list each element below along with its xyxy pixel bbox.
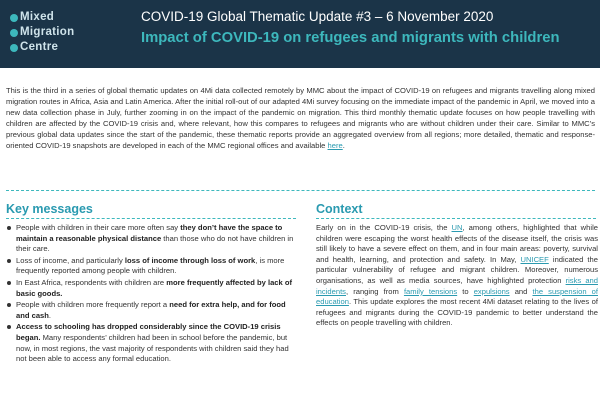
list-item: Loss of income, and particularly loss of income through loss of work, is more frequently reported among people with children. bbox=[6, 256, 298, 277]
context-rule bbox=[316, 218, 596, 219]
intro-here-link[interactable]: here bbox=[327, 141, 343, 151]
suspension-education-link[interactable]: the suspension of education bbox=[316, 286, 598, 307]
context-paragraph: Early on in the COVID-19 crisis, the UN, among others, highlighted that while children were escaping the worst health effects of the disease itself, the crisis was still likely to have a severe effect on them, and in four main areas: poverty, survival and health, learning, and protection and safety. In May, UNICEF indicated the particular vulnerability of refugee and migrant children. Moreover, numerous organisations, as well as media sources, have highlighted protection risks and incidents, ranging from family tensions to expulsions and the suspension of education. This update explores the most recent 4Mi dataset relating to the lives of refugees and migrants during the COVID-19 pandemic to better understand the effects on people travelling with children. bbox=[316, 223, 598, 328]
header-banner bbox=[0, 0, 600, 68]
key-messages-heading: Key messages bbox=[6, 202, 93, 216]
intro-text: This is the third in a series of global thematic updates on 4Mi data collected remotely by MMC about the impact of COVID-19 on refugees and migrants travelling along mixed migration routes in Africa, Asia and Latin America. After the initial roll-out of our adapted 4Mi survey focusing on the immediate impact of the pandemic in April, we moved into a new data collection phase in July, further zooming in on the impact of the pandemic on migration. This third monthly thematic update focuses on how people travelling with children are affected by the COVID-19 crisis and, where relevant, how this compares to refugees and migrants who are without children under their care. Similar to MMC’s previous global data updates since the start of the pandemic, these thematic reports provide an aggregated overview from all regions; more detailed, thematic and response-oriented COVID-19 snapshots are developed in each of the MMC regional offices and available bbox=[6, 86, 595, 151]
expulsions-link[interactable]: expulsions bbox=[473, 286, 510, 296]
unicef-link[interactable]: UNICEF bbox=[520, 254, 549, 264]
logo-line-2: Migration bbox=[20, 26, 75, 38]
intro-paragraph bbox=[6, 85, 595, 152]
logo-line-3: Centre bbox=[20, 41, 59, 53]
document-subtitle: COVID-19 Global Thematic Update #3 – 6 November 2020 bbox=[141, 9, 494, 24]
section-divider bbox=[6, 190, 595, 191]
list-item: People with children in their care more often say they don’t have the space to maintain a reasonable physical distance than those who do not have children in their care. bbox=[6, 223, 298, 255]
risks-incidents-link[interactable]: risks and incidents bbox=[316, 275, 598, 296]
list-item: People with children more frequently report a need for extra help, and for food and cash. bbox=[6, 300, 298, 321]
context-heading: Context bbox=[316, 202, 363, 216]
key-messages-list bbox=[6, 223, 298, 366]
list-item: In East Africa, respondents with children are more frequently affected by lack of basic goods. bbox=[6, 278, 298, 299]
logo-line-1: Mixed bbox=[20, 11, 55, 23]
key-messages-rule bbox=[6, 218, 296, 219]
family-tensions-link[interactable]: family tensions bbox=[403, 286, 458, 296]
list-item: Access to schooling has dropped considerably since the COVID-19 crisis began. Many respondents’ children had been in school before the pandemic, but now, in most regions, the vast majority of respondents with children said they had not been able to access any formal education. bbox=[6, 322, 298, 364]
intro-end: . bbox=[342, 141, 345, 151]
logo-dots-icon bbox=[10, 14, 20, 58]
mmc-logo bbox=[6, 8, 126, 62]
un-link[interactable]: UN bbox=[451, 223, 463, 232]
document-title: Impact of COVID-19 on refugees and migrants with children bbox=[141, 30, 560, 46]
